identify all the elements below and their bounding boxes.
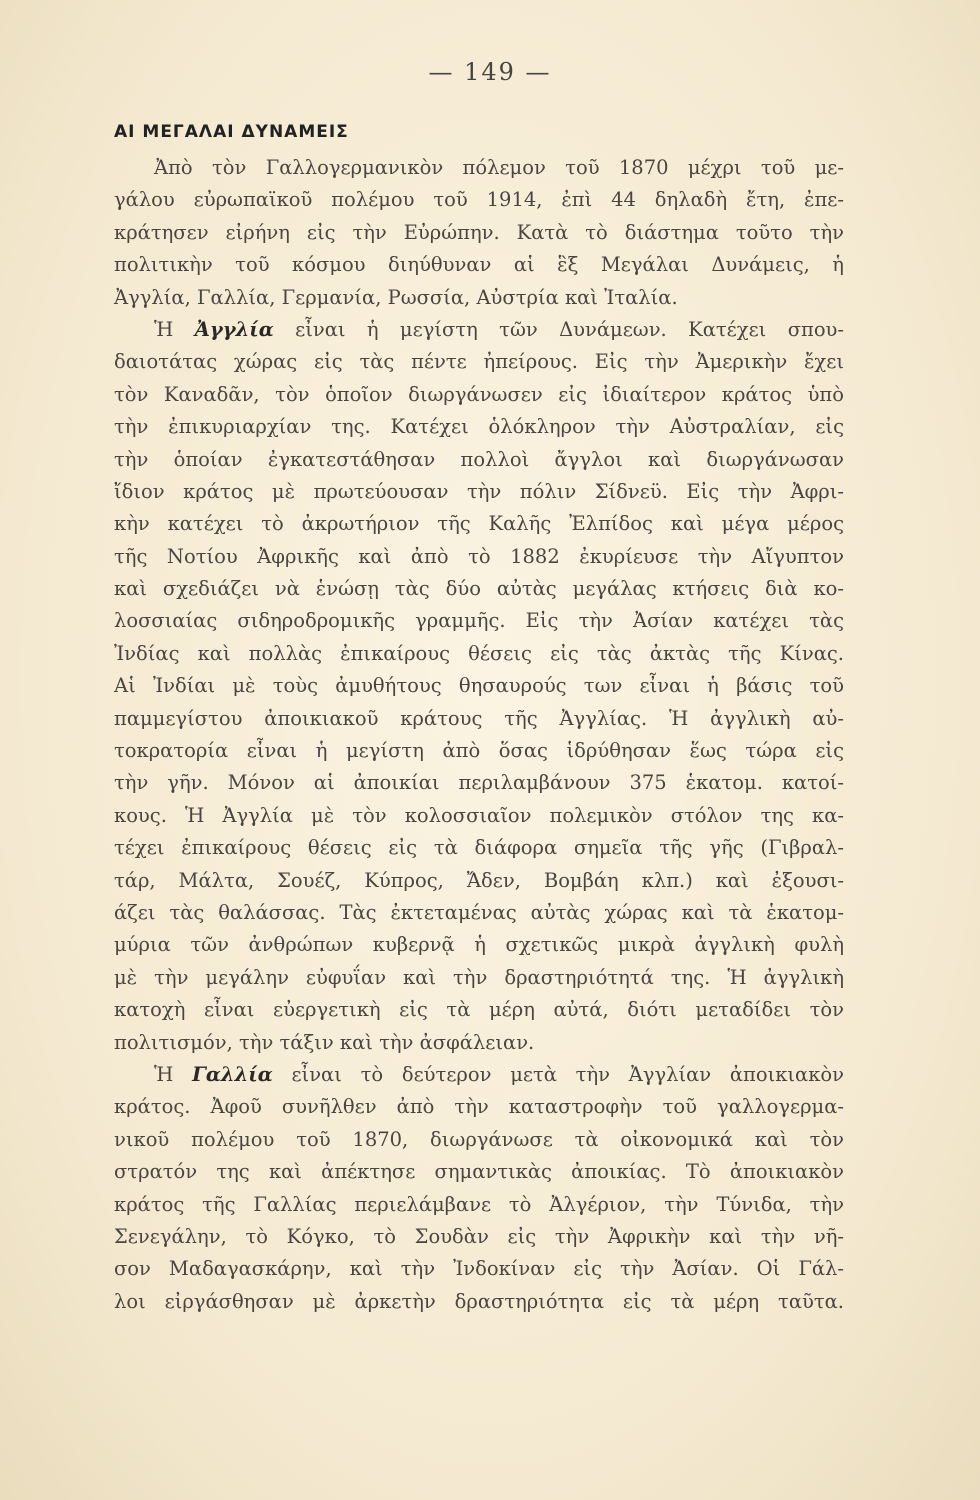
body-text	[114, 152, 844, 1318]
text-line: Ἀπὸ τὸν Γαλλογερμανικὸν πόλεμον τοῦ 1870 μέχρι τοῦ με-	[154, 156, 844, 179]
text-line: πολιτισμόν, τὴν τάξιν καὶ τὴν ἀσφάλειαν.	[114, 1030, 535, 1054]
text-line: κράτος. Ἀφοῦ συνῆλθεν ἀπὸ τὴν καταστροφὴν τοῦ γαλλογερμα-	[114, 1095, 844, 1119]
text-line: άζει τὰς θαλάσσας. Τὰς ἐκτεταμένας αὐτὰς χώρας καὶ τὰ ἑκατομ-	[114, 900, 844, 924]
text-line: κράτος τῆς Γαλλίας περιελάμβανε τὸ Ἀλγέριον, τὴν Τύνιδα, τὴν	[114, 1192, 844, 1216]
text-line: κατοχὴ εἶναι εὐεργετικὴ εἰς τὰ μέρη αὐτά, διότι μεταδίδει τὸν	[114, 998, 844, 1022]
emphasized-term: Γαλλία	[192, 1062, 273, 1086]
text-line: λοι εἰργάσθησαν μὲ ἀρκετὴν δραστηριότητα εἰς τὰ μέρη ταῦτα.	[114, 1289, 844, 1313]
emphasized-term: Ἀγγλία	[194, 317, 274, 341]
text-line: γάλου εὐρωπαϊκοῦ πολέμου τοῦ 1914, ἐπὶ 44 δηλαδὴ ἔτη, ἐπε-	[114, 188, 844, 212]
text-line: Ἡ Γαλλία εἶναι τὸ δεύτερον μετὰ τὴν Ἀγγλίαν ἀποικιακὸν	[154, 1062, 845, 1086]
text-line: Ἡ Ἀγγλία εἶναι ἡ μεγίστη τῶν Δυνάμεων. Κατέχει σπου-	[154, 317, 844, 341]
text-line: Σενεγάλην, τὸ Κόγκο, τὸ Σουδὰν εἰς τὴν Ἀφρικὴν καὶ τὴν νῆ-	[114, 1224, 844, 1248]
text-line: μύρια τῶν ἀνθρώπων κυβερνᾷ ἡ σχετικῶς μικρὰ ἀγγλικὴ φυλὴ	[114, 933, 844, 957]
text-line: τὴν γῆν. Μόνον αἱ ἀποικίαι περιλαμβάνουν 375 ἑκατομ. κατοί-	[114, 771, 844, 795]
text-line: λοσσιαίας σιδηροδρομικῆς γραμμῆς. Εἰς τὴν Ἀσίαν κατέχει τὰς	[114, 609, 844, 633]
text-line: τὴν ὁποίαν ἐγκατεστάθησαν πολλοὶ ἄγγλοι καὶ διωργάνωσαν	[114, 447, 844, 471]
text-line: Αἱ Ἰνδίαι μὲ τοὺς ἀμυθήτους θησαυρούς των εἶναι ἡ βάσις τοῦ	[114, 674, 844, 698]
text-line: νικοῦ πολέμου τοῦ 1870, διωργάνωσε τὰ οἰκονομικά καὶ τὸν	[114, 1127, 844, 1151]
text-line: καὶ σχεδιάζει νὰ ἑνώσῃ τὰς δύο αὐτὰς μεγάλας κτήσεις διὰ κο-	[114, 577, 844, 601]
text-line: μὲ τὴν μεγάλην εὐφυΐαν καὶ τὴν δραστηριότητά της. Ἡ ἀγγλικὴ	[114, 965, 844, 989]
text-line: δαιοτάτας χώρας εἰς τὰς πέντε ἠπείρους. Εἰς τὴν Ἀμερικὴν ἔχει	[114, 350, 844, 374]
text-line: κὴν κατέχει τὸ ἀκρωτήριον τῆς Καλῆς Ἐλπίδος καὶ μέγα μέρος	[114, 512, 844, 536]
text-line: τῆς Νοτίου Ἀφρικῆς καὶ ἀπὸ τὸ 1882 ἐκυρίευσε τὴν Αἴγυπτον	[114, 544, 844, 568]
text-line: στρατόν της καὶ ἀπέκτησε σημαντικὰς ἀποικίας. Τὸ ἀποικιακὸν	[114, 1160, 844, 1184]
text-line: τὸν Καναδᾶν, τὸν ὁποῖον διωργάνωσεν εἰς ἰδιαίτερον κράτος ὑπὸ	[114, 382, 844, 406]
text-line: σον Μαδαγασκάρην, καὶ τὴν Ἰνδοκίναν εἰς τὴν Ἀσίαν. Οἱ Γάλ-	[114, 1257, 844, 1281]
text-line: παμμεγίστου ἀποικιακοῦ κράτους τῆς Ἀγγλίας. Ἡ ἀγγλικὴ αὐ-	[114, 706, 844, 730]
text-line: Ἀγγλία, Γαλλία, Γερμανία, Ρωσσία, Αὐστρία καὶ Ἰταλία.	[114, 285, 678, 309]
text-line: Ἰνδίας καὶ πολλὰς ἐπικαίρους θέσεις εἰς τὰς ἀκτὰς τῆς Κίνας.	[114, 641, 844, 665]
text-line: τὴν ἐπικυριαρχίαν της. Κατέχει ὁλόκληρον τὴν Αὐστραλίαν, εἰς	[114, 415, 844, 439]
text-line: ἴδιον κράτος μὲ πρωτεύουσαν τὴν πόλιν Σίδνεϋ. Εἰς τὴν Ἀφρι-	[114, 479, 844, 503]
text-line: πολιτικὴν τοῦ κόσμου διηύθυναν αἱ ἓξ Μεγάλαι Δυνάμεις, ἡ	[114, 253, 844, 277]
text-line: κράτησεν εἰρήνη εἰς τὴν Εὐρώπην. Κατὰ τὸ διάστημα τοῦτο τὴν	[114, 220, 844, 244]
text-line: τέχει ἐπικαίρους θέσεις εἰς τὰ διάφορα σημεῖα τῆς γῆς (Γιβραλ-	[114, 836, 844, 860]
section-heading: ΑΙ ΜΕΓΑΛΑΙ ΔΥΝΑΜΕΙΣ	[114, 122, 349, 142]
text-line: τοκρατορία εἶναι ἡ μεγίστη ἀπὸ ὅσας ἱδρύθησαν ἕως τώρα εἰς	[114, 739, 844, 763]
page-number: — 149 —	[428, 58, 552, 86]
text-line: τάρ, Μάλτα, Σουέζ, Κύπρος, Ἄδεν, Βομβάη κλπ.) καὶ ἐξουσι-	[114, 868, 844, 892]
text-line: κους. Ἡ Ἀγγλία μὲ τὸν κολοσσιαῖον πολεμικὸν στόλον της κα-	[114, 803, 844, 827]
